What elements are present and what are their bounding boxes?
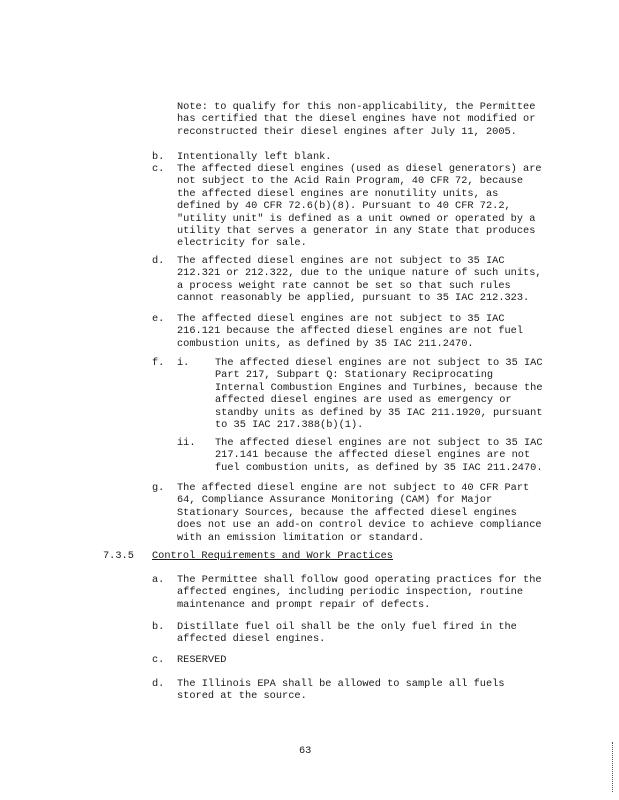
item-f-ii-label: ii. — [177, 437, 196, 449]
item-d-line: cannot reasonably be applied, pursuant to 35 IAC 212.323. — [177, 292, 530, 305]
item-5d-text — [177, 678, 505, 703]
item-f-i-line: Part 217, Subpart Q: Stationary Reciprocating — [215, 369, 494, 382]
note-line: Note: to qualify for this non-applicability, the Permittee — [177, 101, 536, 113]
item-g-line: with an emission limitation or standard. — [177, 531, 425, 544]
item-c-line: defined by 40 CFR 72.6(b)(8). Pursuant to 40 CFR 72.2, — [177, 200, 511, 213]
item-c-label: c. — [152, 163, 165, 175]
note-line: reconstructed their diesel engines after July 11, 2005. — [177, 125, 517, 138]
item-c-line: the affected diesel engines are nonutility units, as — [177, 187, 499, 200]
item-5a-text — [177, 574, 542, 611]
note-paragraph — [177, 101, 535, 138]
item-b-line: Intentionally left blank. — [177, 151, 332, 163]
item-5d-label: d. — [152, 678, 165, 690]
item-b-label: b. — [152, 151, 165, 163]
item-c-line: not subject to the Acid Rain Program, 40 CFR 72, because — [177, 175, 524, 188]
item-c-line: The affected diesel engines (used as diesel generators) are — [177, 163, 542, 175]
item-f-i-line: standby units as defined by 35 IAC 211.1920, pursuant — [215, 406, 543, 419]
item-c-line: utility that serves a generator in any State that produces — [177, 225, 536, 238]
item-5b-text — [177, 621, 517, 646]
item-f-i-line: to 35 IAC 217.388(b)(1). — [215, 419, 364, 432]
item-f-ii-line: The affected diesel engines are not subject to 35 IAC — [215, 437, 543, 449]
item-5b-line: affected diesel engines. — [177, 633, 326, 646]
item-f-i-text — [215, 357, 543, 431]
item-5d-line: The Illinois EPA shall be allowed to sample all fuels — [177, 678, 505, 690]
item-d-label: d. — [152, 255, 165, 267]
item-e-label: e. — [152, 313, 165, 325]
item-5b-label: b. — [152, 621, 165, 633]
item-g-line: does not use an add-on control device to achieve compliance — [177, 519, 542, 532]
item-5b-line: Distillate fuel oil shall be the only fuel fired in the — [177, 621, 517, 633]
item-e-text — [177, 313, 523, 350]
item-c-text — [177, 163, 542, 250]
item-e-line: The affected diesel engines are not subject to 35 IAC — [177, 313, 505, 325]
item-c-line: "utility unit" is defined as a unit owned or operated by a — [177, 212, 536, 225]
item-5c-line: RESERVED — [177, 654, 227, 666]
item-f-i-line: Internal Combustion Engines and Turbines, because the — [215, 381, 543, 394]
item-b-text — [177, 151, 331, 163]
item-f-i-line: affected diesel engines are used as emergency or — [215, 394, 512, 407]
item-e-line: 216.121 because the affected diesel engines are not fuel — [177, 325, 524, 338]
item-f-i-line: The affected diesel engines are not subject to 35 IAC — [215, 357, 543, 369]
item-g-line: 64, Compliance Assurance Monitoring (CAM) for Major — [177, 494, 493, 507]
item-e-line: combustion units, as defined by 35 IAC 211.2470. — [177, 337, 474, 350]
item-5d-line: stored at the source. — [177, 690, 307, 703]
section-title: Control Requirements and Work Practices — [152, 550, 393, 562]
item-g-line: The affected diesel engine are not subject to 40 CFR Part — [177, 482, 530, 494]
item-5a-line: affected engines, including periodic inspection, routine — [177, 586, 524, 599]
page-number: 63 — [299, 745, 312, 757]
scan-margin-marks — [612, 742, 617, 792]
item-f-i-label: i. — [177, 357, 190, 369]
item-f-ii-line: 217.141 because the affected diesel engines are not — [215, 449, 531, 462]
item-g-text — [177, 482, 542, 544]
item-f-ii-text — [215, 437, 543, 474]
item-d-line: 212.321 or 212.322, due to the unique nature of such units, — [177, 267, 542, 280]
item-5a-line: maintenance and prompt repair of defects. — [177, 598, 431, 611]
section-number: 7.3.5 — [103, 550, 134, 562]
item-d-text — [177, 255, 542, 305]
item-5c-label: c. — [152, 654, 165, 666]
item-d-line: a process weight rate cannot be set so that such rules — [177, 279, 511, 292]
item-5c-text — [177, 654, 226, 666]
item-d-line: The affected diesel engines are not subject to 35 IAC — [177, 255, 505, 267]
item-c-line: electricity for sale. — [177, 237, 307, 250]
item-5a-label: a. — [152, 574, 165, 586]
item-5a-line: The Permittee shall follow good operating practices for the — [177, 574, 542, 586]
note-line: has certified that the diesel engines have not modified or — [177, 113, 536, 126]
item-f-label: f. — [152, 357, 165, 369]
item-f-ii-line: fuel combustion units, as defined by 35 IAC 211.2470. — [215, 461, 543, 474]
item-g-line: Stationary Sources, because the affected diesel engines — [177, 506, 517, 519]
item-g-label: g. — [152, 482, 165, 494]
